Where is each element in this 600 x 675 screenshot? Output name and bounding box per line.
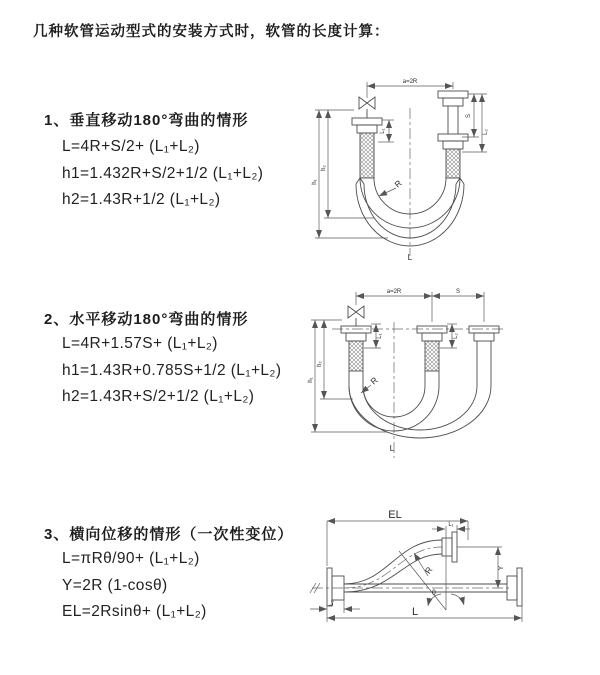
- section-2-formula-h2: h2=1.43R+S/2+1/2 (L₁+L₂): [62, 388, 255, 405]
- d1-right-dimensions: [462, 94, 489, 152]
- d1-left-fitting-dimension: [378, 120, 394, 142]
- d3-label-l2: L₂: [329, 600, 335, 606]
- d1-label-a2r: a=2R: [402, 79, 418, 85]
- d2-left-pipe: [341, 326, 371, 386]
- section-2-heading: 2、水平移动180°弯曲的情形: [44, 311, 249, 328]
- d3-centerline: [310, 583, 512, 593]
- d1-label-h2: h₂: [321, 165, 327, 171]
- d3-l-dimension: [327, 606, 522, 622]
- d2-label-s: S: [455, 289, 461, 295]
- d1-left-pipe: [352, 118, 382, 178]
- section-1-heading: 1、垂直移动180°弯曲的情形: [44, 112, 249, 129]
- d1-valve-icon: [359, 97, 375, 118]
- d3-straight-pipe-position: [344, 568, 522, 606]
- d3-displaced-hose: [344, 532, 457, 592]
- diagram-horizontal-180-bend: [308, 282, 598, 464]
- d3-label-l: L: [411, 606, 419, 618]
- d2-hose-u-bends: [349, 386, 491, 438]
- page-title: 几种软管运动型式的安装方式时，软管的长度计算：: [33, 24, 390, 40]
- section-3-formula-L: L=πRθ/90+ (L₁+L₂): [62, 550, 200, 567]
- d3-label-theta: θ: [432, 590, 436, 597]
- d3-label-r: R: [422, 564, 435, 576]
- d1-label-h1: h₁: [312, 179, 318, 185]
- d3-construction-lines: [399, 526, 464, 610]
- section-1-formula-L: L=4R+S/2+ (L₁+L₂): [62, 138, 200, 155]
- d2-label-l1: L₁: [377, 333, 383, 339]
- d2-label-l2: L₂: [453, 333, 459, 339]
- section-3-formula-Y: Y=2R (1-cosθ): [62, 577, 168, 594]
- d3-label-l1: L₁: [448, 522, 454, 528]
- d2-middle-pipe: [417, 326, 447, 386]
- section-2-formula-L: L=4R+1.57S+ (L₁+L₂): [62, 335, 218, 352]
- diagram-vertical-180-bend: [312, 72, 592, 264]
- d3-l1-dimension: [432, 522, 470, 534]
- d1-right-pipe: [438, 91, 468, 178]
- section-1-formula-h1: h1=1.432R+S/2+1/2 (L₁+L₂): [62, 165, 264, 182]
- d3-label-el: EL: [388, 509, 402, 521]
- d2-label-r: R: [368, 374, 380, 387]
- d3-radius-callout: [414, 553, 434, 576]
- d3-y-dimension: [457, 547, 505, 588]
- section-1-formula-h2: h2=1.43R+1/2 (L₁+L₂): [62, 191, 221, 208]
- section-3-formula-EL: EL=2Rsinθ+ (L₁+L₂): [62, 603, 207, 620]
- d2-valve-icon: [348, 306, 364, 326]
- d1-label-l1: L₁: [380, 128, 386, 134]
- d2-label-l: L: [389, 443, 395, 453]
- diagram-lateral-displacement: [300, 492, 600, 662]
- d2-right-pipe: [469, 326, 499, 386]
- d2-top-dimensions: [356, 289, 484, 322]
- d1-label-l: L: [407, 252, 413, 262]
- d2-radius-callout: [361, 375, 380, 393]
- section-2-formula-h1: h1=1.43R+0.785S+1/2 (L₁+L₂): [62, 362, 282, 379]
- d1-label-s: S: [466, 113, 472, 119]
- d2-fitting-dimensions: [364, 324, 459, 348]
- d3-label-y: Y: [498, 565, 505, 571]
- section-3-heading: 3、横向位移的情形（一次性变位）: [44, 526, 294, 543]
- d1-top-dimension: [367, 79, 453, 98]
- d2-label-h1: h₁: [308, 377, 314, 383]
- d1-label-l2: L₂: [483, 129, 489, 135]
- d2-label-a2r: a=2R: [386, 289, 402, 295]
- d2-label-h2: h₂: [317, 361, 323, 367]
- d1-label-r: R: [392, 177, 404, 190]
- d3-l2-dimension: [310, 596, 360, 613]
- d1-radius-callout: [379, 178, 404, 196]
